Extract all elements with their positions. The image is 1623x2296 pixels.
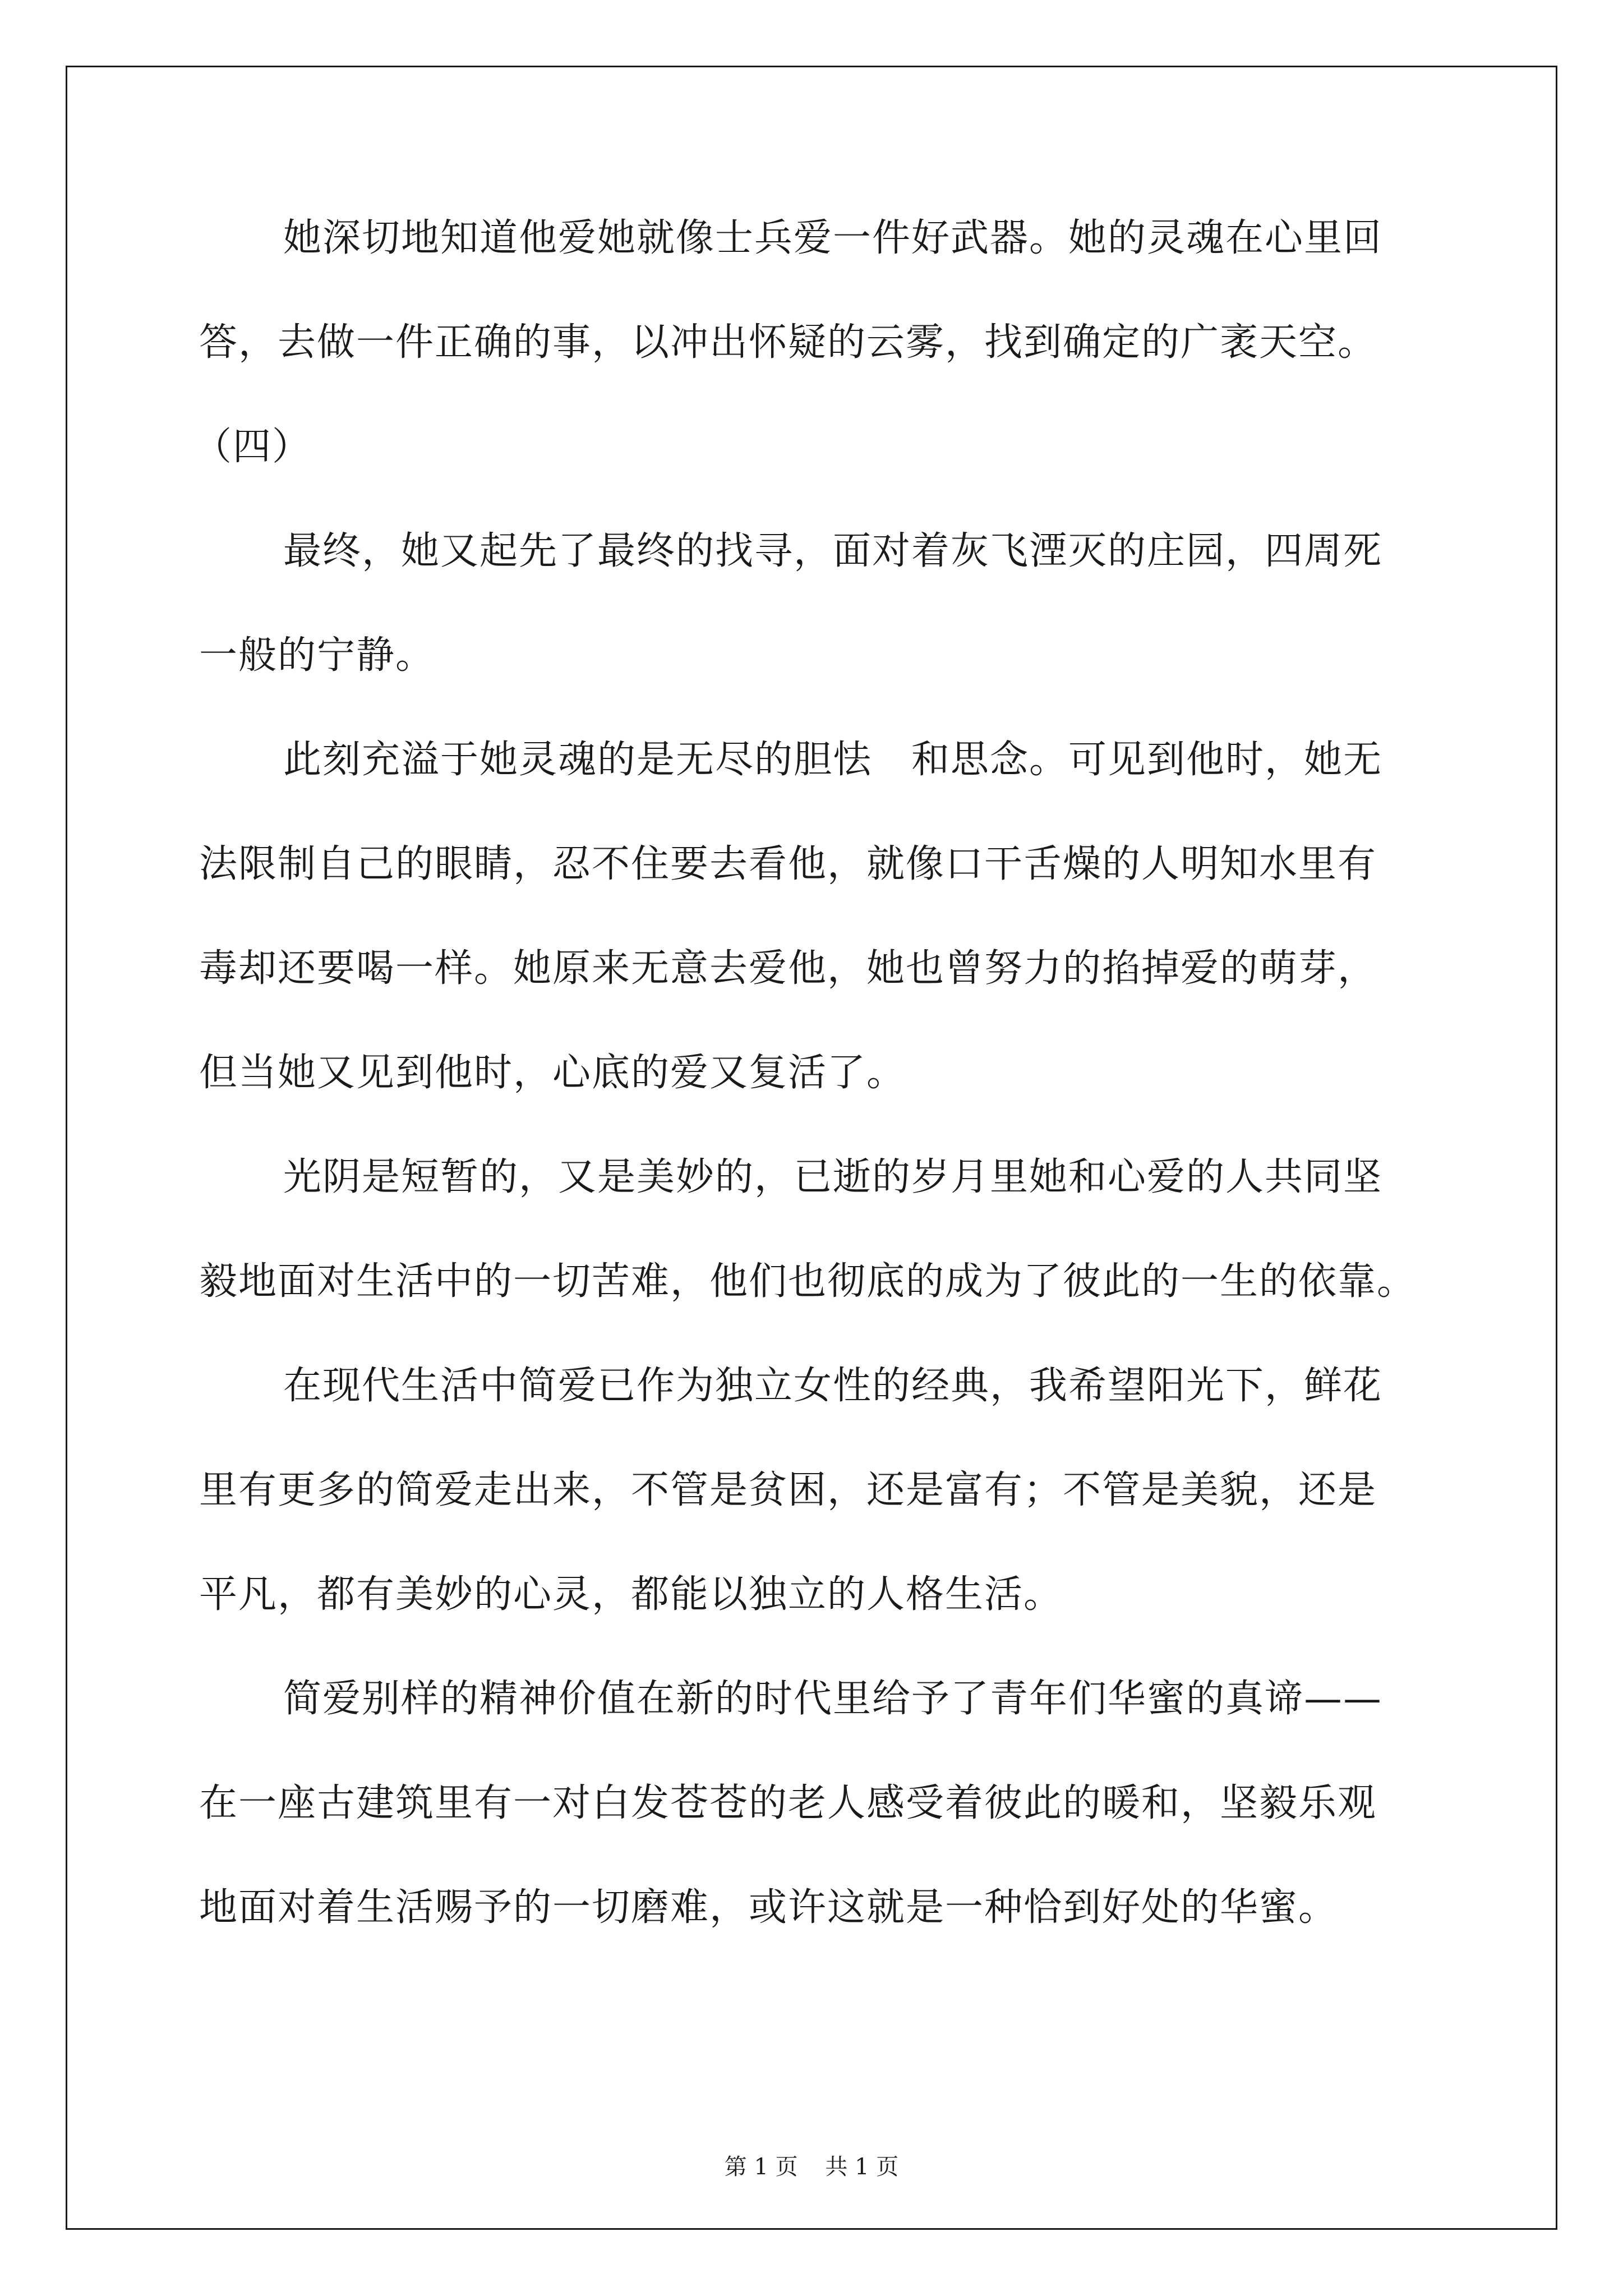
text-line: 地面对着生活赐予的一切磨难，或许这就是一种恰到好处的华蜜。 bbox=[199, 1885, 1338, 1930]
text-line: 毅地面对生活中的一切苦难，他们也彻底的成为了彼此的一生的依靠。 bbox=[199, 1259, 1417, 1304]
document-body bbox=[193, 216, 1461, 1990]
text-line: 光阴是短暂的，又是美妙的，已逝的岁月里她和心爱的人共同坚 bbox=[283, 1155, 1383, 1199]
text-line: 但当她又见到他时，心底的爱又复活了。 bbox=[199, 1051, 906, 1095]
text-line: 一般的宁静。 bbox=[199, 633, 435, 678]
text-line: 最终，她又起先了最终的找寻，面对着灰飞湮灭的庄园，四周死 bbox=[283, 529, 1383, 573]
text-line: 简爱别样的精神价值在新的时代里给予了青年们华蜜的真谛—— bbox=[283, 1677, 1383, 1721]
text-line: 毒却还要喝一样。她原来无意去爱他，她也曾努力的掐掉爱的萌芽， bbox=[199, 946, 1377, 991]
page-footer bbox=[0, 2153, 1623, 2181]
text-line: 在一座古建筑里有一对白发苍苍的老人感受着彼此的暖和，坚毅乐观 bbox=[199, 1781, 1377, 1825]
section-heading: （四） bbox=[193, 425, 312, 469]
text-line: 她深切地知道他爱她就像士兵爱一件好武器。她的灵魂在心里回 bbox=[283, 216, 1383, 260]
text-line: 里有更多的简爱走出来，不管是贫困，还是富有；不管是美貌，还是 bbox=[199, 1468, 1377, 1512]
page-total: 共 1 页 bbox=[825, 2154, 899, 2180]
text-line: 法限制自己的眼睛，忍不住要去看他，就像口干舌燥的人明知水里有 bbox=[199, 842, 1377, 886]
text-line: 平凡，都有美妙的心灵，都能以独立的人格生活。 bbox=[199, 1572, 1063, 1617]
text-line: 答，去做一件正确的事，以冲出怀疑的云雾，找到确定的广袤天空。 bbox=[199, 320, 1377, 365]
page-number: 第 1 页 bbox=[724, 2154, 798, 2180]
text-line: 此刻充溢于她灵魂的是无尽的胆怯 和思念。可见到他时，她无 bbox=[283, 738, 1383, 782]
text-line: 在现代生活中简爱已作为独立女性的经典，我希望阳光下，鲜花 bbox=[283, 1364, 1383, 1408]
